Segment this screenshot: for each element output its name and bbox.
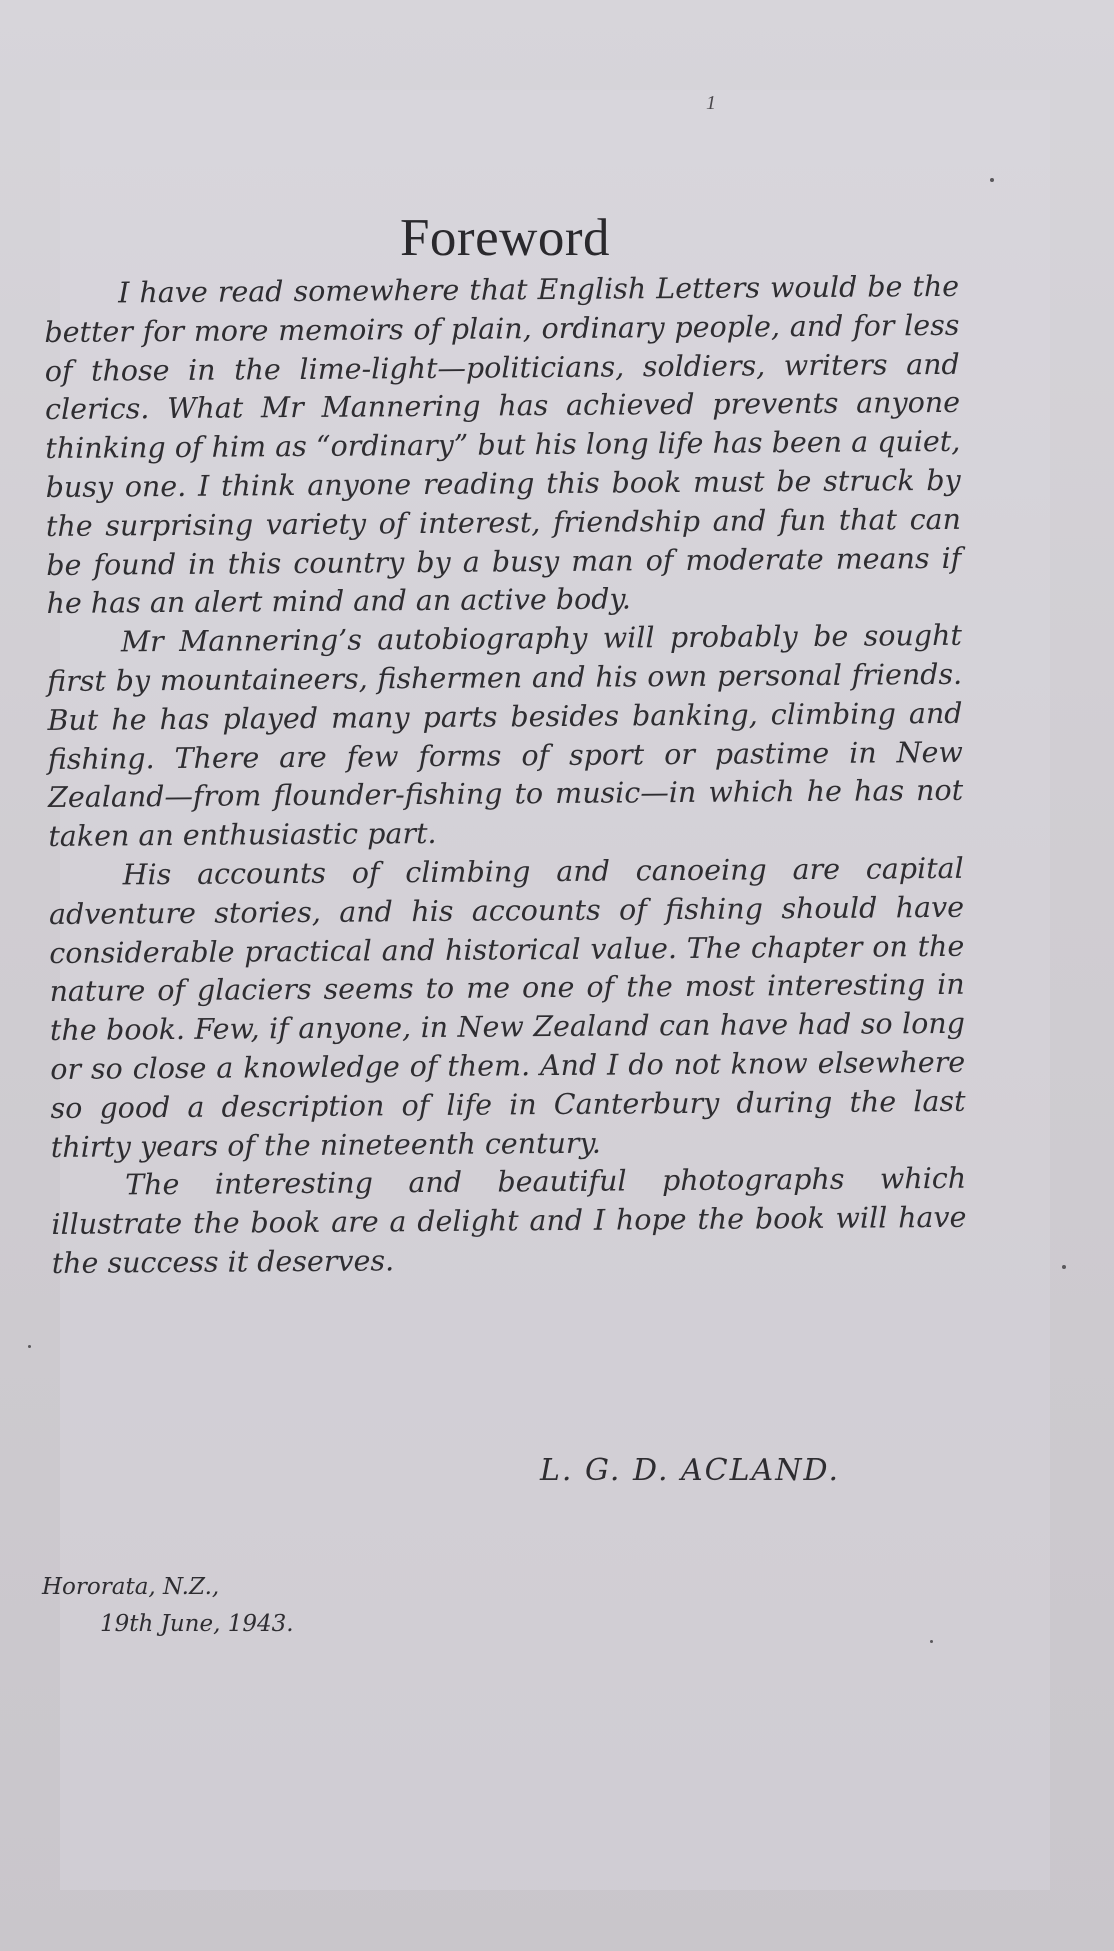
author-signature: L. G. D. ACLAND. — [540, 1453, 840, 1488]
page-mark: 1 — [706, 92, 716, 114]
date-line: 19th June, 1943. — [100, 1611, 294, 1637]
paper-speck — [28, 1345, 31, 1348]
foreword-body — [44, 268, 967, 1284]
page-title: Foreword — [399, 208, 611, 267]
paper-speck — [1062, 1265, 1066, 1269]
paper-speck — [990, 178, 994, 182]
paragraph-1: I have read somewhere that English Letters would be the better for more memoirs of plain, ordinary people, and for less of those in the lime-light—politicians, soldiers, writers and clerics. What Mr Mannering has achieved prevents anyone thinking of him as “ordinary” but his long life has been a quiet, busy one. I think anyone reading this book must be struck by the surprising variety of interest, friendship and fun that can be found in this country by a busy man of moderate means if he has an alert mind and an active body. — [44, 269, 962, 621]
paragraph-2: Mr Mannering’s autobiography will probably be sought first by mountaineers, fishermen and his own personal friends. But he has played many parts besides banking, climbing and fishing. There are few forms of sport or pastime in New Zealand—from flounder-fishing to music—in which he has not taken an enthusiastic part. — [47, 618, 964, 854]
paragraph-4: The interesting and beautiful photographs which illustrate the book are a delight and I hope the book will have the success it deserves. — [51, 1162, 967, 1280]
paragraph-3: His accounts of climbing and canoeing are capital adventure stories, and his accounts of fishing should have considerable practical and historical value. The chapter on the nature of glaciers seems to me one of the most interesting in the book. Few, if anyone, in New Zealand can have had so long or so close a knowledge of them. And I do not know elsewhere so good a description of life in Canterbury during the last thirty years of the nineteenth century. — [48, 851, 966, 1164]
place-line: Hororata, N.Z., — [42, 1574, 220, 1600]
paper-speck — [930, 1640, 933, 1643]
